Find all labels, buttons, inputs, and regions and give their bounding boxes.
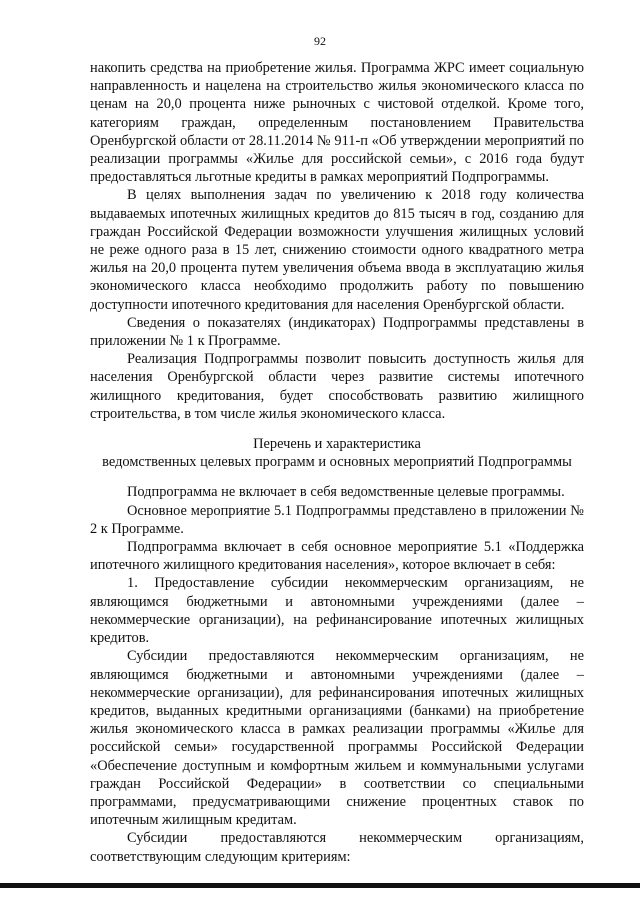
page-number: 92 — [314, 34, 326, 48]
paragraph-2: В целях выполнения задач по увеличению к 2018 году количества выдаваемых ипотечных жилищных кредитов до 815 тысяч в год, созданию для граждан Российской Федерации возможности улучшения жилищных условий не реже одного раза в 15 лет, снижению стоимости одного квадратного метра жилья на 20,0 процента путем увеличения объема ввода в эксплуатацию жилья экономического класса необходимо продолжить работу по повышению доступности ипотечного кредитования для населения Оренбургской области. — [90, 187, 584, 313]
paragraph-1: накопить средства на приобретение жилья. Программа ЖРС имеет социальную направленность и нацелена на строительство жилья экономического класса по ценам на 20,0 процента ниже рыночных с чистовой отделкой. Кроме того, категориям граждан, определенным постановлением Правительства Оренбургской области от 28.11.2014 № 911-п «Об утверждении мероприятий по реализации программы «Жилье для российской семьи», с 2016 года будут предоставляться льготные кредиты в рамках мероприятий Подпрограммы. — [90, 60, 584, 186]
paragraph-9: Субсидии предоставляются некоммерческим организациям, не являющимся бюджетными и автономными учреждениями (далее – некоммерческие организации), для рефинансирования ипотечных жилищных кредитов, выданных кредитными организациями (банками) на приобретение жилья экономического класса в рамках реализации программы «Жилье для российской семьи» государственной программы Российской Федерации «Обеспечение доступным и комфортным жильем и коммунальными услугами граждан Российской Федерации» в соответствии со специальными программами, предусматривающими снижение процентных ставок по ипотечным жилищным кредитам. — [90, 648, 584, 829]
paragraph-8: 1. Предоставление субсидии некоммерческим организациям, не являющимся бюджетными и автономными учреждениями (далее – некоммерческие организации), на рефинансирование ипотечных жилищных кредитов. — [90, 575, 584, 647]
paragraph-10: Субсидии предоставляются некоммерческим организациям, соответствующим следующим критериям: — [90, 830, 584, 865]
section-heading — [90, 435, 584, 471]
paragraph-3: Сведения о показателях (индикаторах) Подпрограммы представлены в приложении № 1 к Программе. — [90, 314, 584, 350]
paragraph-4: Реализация Подпрограммы позволит повысить доступность жилья для населения Оренбургской области через развитие системы ипотечного жилищного кредитования, будет способствовать развитию жилищного строительства, в том числе жилья экономического класса. — [90, 351, 584, 422]
paragraph-7: Подпрограмма включает в себя основное мероприятие 5.1 «Поддержка ипотечного жилищного кредитования населения», которое включает в себя: — [90, 539, 584, 574]
paragraph-6: Основное мероприятие 5.1 Подпрограммы представлено в приложении № 2 к Программе. — [90, 502, 584, 537]
section-heading-line-2: ведомственных целевых программ и основных мероприятий Подпрограммы — [102, 454, 572, 471]
section-heading-line-1: Перечень и характеристика — [253, 436, 421, 453]
paragraph-5: Подпрограмма не включает в себя ведомственные целевые программы. — [127, 484, 565, 501]
document-body — [90, 59, 584, 866]
bottom-rule — [0, 883, 640, 888]
